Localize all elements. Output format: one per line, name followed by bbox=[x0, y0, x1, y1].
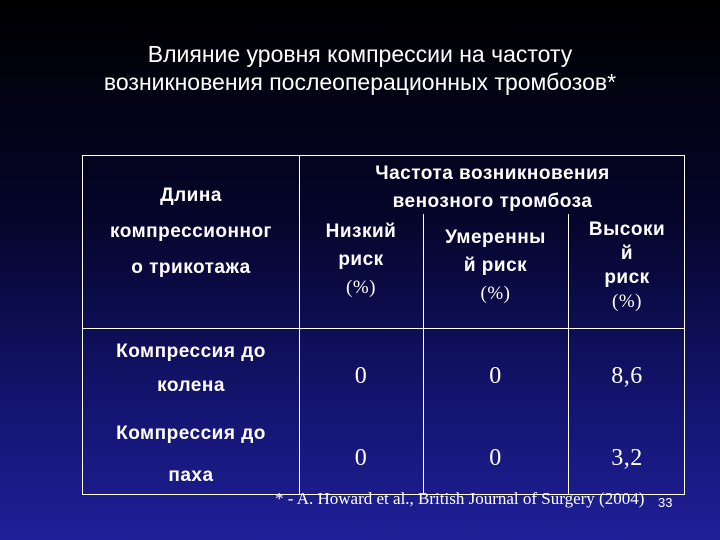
header-length-line: о трикотажа bbox=[131, 257, 251, 278]
header-length-line: Длина bbox=[160, 185, 222, 206]
header-high-risk-line: й bbox=[620, 243, 634, 264]
header-high-risk-line: риск bbox=[604, 267, 650, 288]
header-moderate-risk-unit: (%) bbox=[480, 283, 511, 304]
footnote: * - A. Howard et al., British Journal of Surgery (2004) bbox=[275, 489, 645, 508]
header-low-risk-line: Низкий bbox=[325, 221, 397, 242]
row-label-line: колена bbox=[157, 375, 225, 396]
slide-title bbox=[20, 40, 700, 96]
value-knee-low: 0 bbox=[354, 363, 368, 389]
header-length-line: компрессионног bbox=[110, 221, 272, 242]
table-divider-horizontal bbox=[83, 328, 684, 329]
header-low-risk-unit: (%) bbox=[346, 277, 376, 298]
header-high-risk-line: Высоки bbox=[588, 219, 666, 240]
header-moderate-risk bbox=[423, 218, 568, 318]
data-table bbox=[82, 155, 685, 495]
slide-title-line-1: Влияние уровня компрессии на частоту bbox=[147, 41, 573, 67]
header-length-cell bbox=[83, 156, 299, 328]
row-label-line: паха bbox=[168, 465, 214, 486]
header-frequency-cell bbox=[299, 160, 686, 216]
header-low-risk bbox=[299, 218, 423, 318]
header-frequency-line: Частота возникновения bbox=[375, 163, 610, 184]
header-moderate-risk-line: Умеренны bbox=[445, 227, 546, 248]
row-label-knee bbox=[83, 334, 299, 404]
header-high-risk bbox=[568, 218, 686, 328]
row-label-groin bbox=[83, 418, 299, 492]
header-low-risk-line: риск bbox=[338, 249, 384, 270]
value-groin-moderate: 0 bbox=[489, 445, 502, 471]
row-label-line: Компрессия до bbox=[116, 341, 266, 362]
header-frequency-line: венозного тромбоза bbox=[392, 191, 593, 212]
header-high-risk-unit: (%) bbox=[612, 291, 642, 312]
value-groin-low: 0 bbox=[354, 445, 368, 471]
value-groin-high: 3,2 bbox=[611, 445, 643, 471]
value-knee-high: 8,6 bbox=[611, 363, 643, 389]
slide-title-line-2: возникновения послеоперационных тромбозов* bbox=[103, 69, 617, 95]
row-label-line: Компрессия до bbox=[116, 423, 266, 444]
value-knee-moderate: 0 bbox=[489, 363, 502, 389]
header-moderate-risk-line: й риск bbox=[463, 255, 528, 276]
page-number: 33 bbox=[658, 495, 673, 510]
